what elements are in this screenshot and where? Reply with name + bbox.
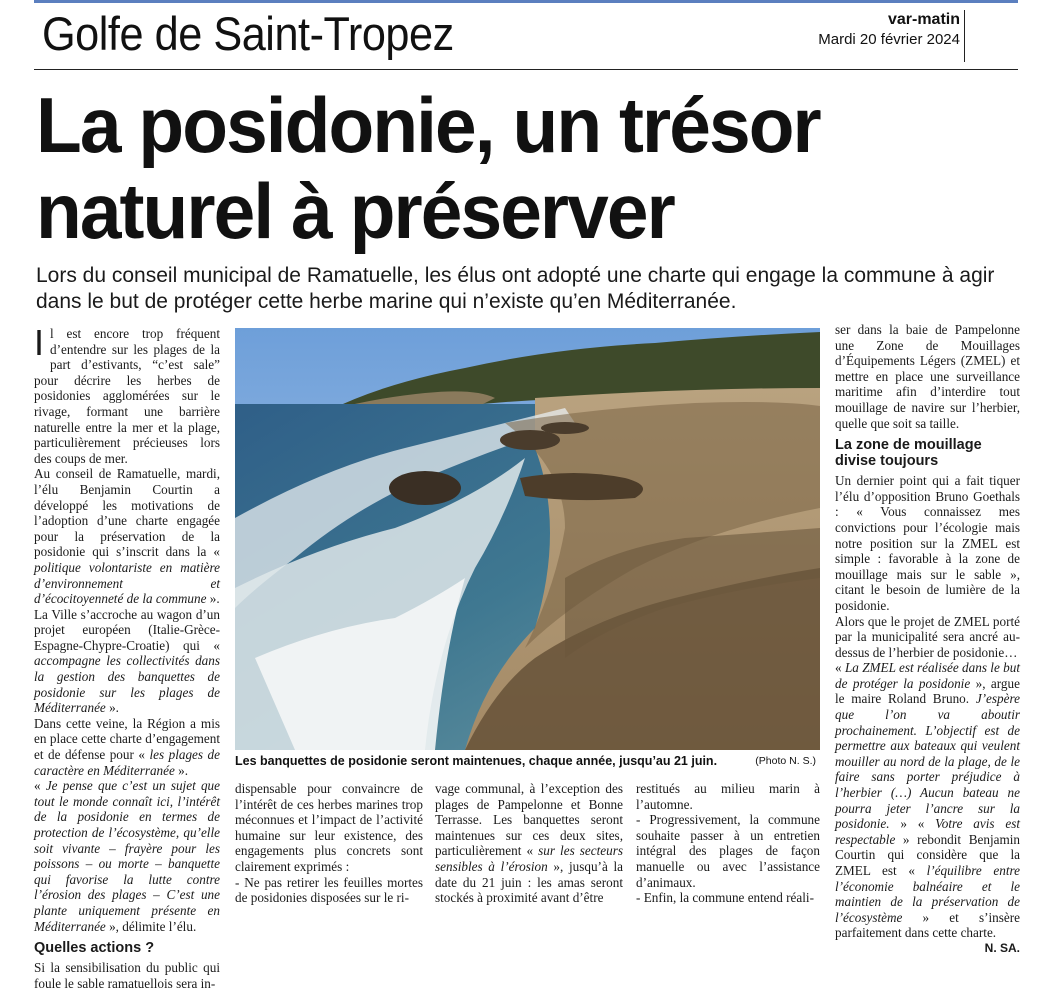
paragraph: - Ne pas retirer les feuilles mortes de posidonies disposées sur le ri- bbox=[235, 874, 423, 906]
paragraph: Dans cette veine, la Région a mis en place cette charte d’engagement et de défense pour « les plages de caractère en Méditerranée ». bbox=[34, 715, 220, 778]
paragraph: restitués au milieu marin à l’automne. bbox=[636, 781, 820, 812]
paragraph: dispensable pour convaincre de l’intérêt de ces herbes marines trop méconnues et l’impact de l’activité humaine sur leur existence, des engagements plus concrets sont clairement exprimés : bbox=[235, 781, 423, 874]
photo-caption bbox=[235, 753, 820, 769]
text-column-3 bbox=[435, 781, 623, 906]
text-column-2 bbox=[235, 781, 423, 906]
photo-credit: (Photo N. S.) bbox=[755, 755, 816, 767]
subheading: La zone de mouillage divise toujours bbox=[835, 437, 982, 470]
headline bbox=[36, 82, 852, 254]
subheading: Quelles actions ? bbox=[34, 940, 155, 957]
quote-paragraph: « Je pense que c’est un sujet que tout le monde connaît ici, l’intérêt de la posidonie en termes de protection de l’écosystème, qu’elle soit vivante – frayère pour les poissons – ou morte – banquette qui favorise la lutte contre l’érosion des plages – C’est une plante uniquement présente en Méditerranée », délimite l’élu. bbox=[34, 778, 220, 934]
caption-text: Les banquettes de posidonie seront maintenues, chaque année, jusqu’au 21 juin. bbox=[235, 754, 718, 768]
masthead-divider bbox=[964, 10, 965, 62]
headline-line-1: La posidonie, un trésor bbox=[36, 81, 820, 169]
text-column-5 bbox=[835, 322, 1020, 957]
masthead bbox=[818, 10, 960, 50]
quote-paragraph: « La ZMEL est réalisée dans le but de protéger la posidonie », argue le maire Roland Bruno. J’espère que l’on va aboutir prochainement. L’objectif est de permettre aux bateaux qui veulent mouiller au nord de la plage, de le faire sans porter préjudice à l’herbier (…) Aucun bateau ne pourra jeter l’ancre sur la posidonie. » « Votre avis est respectable » rebondit Benjamin Courtin qui considère que la ZMEL est « l’équilibre entre l’économie balnéaire et le maintien de la préservation de l’écosystème » et s’insère parfaitement dans cette charte. bbox=[835, 660, 1021, 941]
header-rule bbox=[34, 69, 1018, 70]
author-signature: N. SA. bbox=[984, 940, 1020, 955]
standfirst: Lors du conseil municipal de Ramatuelle, les élus ont adopté une charte qui engage la commune à agir dans le but de protéger cette herbe marine qui n’existe qu’en Méditerranée. bbox=[36, 264, 995, 313]
text-column-1 bbox=[34, 322, 220, 991]
paragraph: Alors que le projet de ZMEL porté par la municipalité sera ancré au-dessus de l’herbier de posidonie… bbox=[835, 613, 1020, 660]
paragraph: Il est encore trop fréquent d’entendre sur les plages de la part d’estivants, “c’est sale” pour décrire les herbes de posidonies agglomérées sur le rivage, formant une barrière naturelle entre la mer et la plage, particulièrement précieuses lors des coups de mer. bbox=[34, 322, 220, 466]
paragraph: Un dernier point qui a fait tiquer l’élu d’opposition Bruno Goethals : « Vous connaissez mes convictions pour l’écologie mais notre position sur la ZMEL est simple : favorable à la zone de mouillage mais sur le sable », citant le besoin de lumière de la posidonie. bbox=[835, 473, 1020, 613]
headline-line-2: naturel à préserver bbox=[36, 167, 674, 255]
paragraph: vage communal, à l’exception des plages de Pampelonne et Bonne Terrasse. Les banquettes seront maintenues sur ces deux sites, particulièrement « sur les secteurs sensibles à l’érosion », jusqu’à la date du 21 juin : les amas seront stockés à proximité avant d’être bbox=[435, 781, 624, 906]
publication-date: Mardi 20 février 2024 bbox=[818, 31, 960, 48]
paragraph: La Ville s’accroche au wagon d’un projet européen (Italie-Grèce-Espagne-Chypre-Croatie) qui « accompagne les collectivités dans la gestion des banquettes de posidonie sur les plages de Méditerranée ». bbox=[34, 606, 220, 716]
top-rule bbox=[34, 0, 1018, 3]
paragraph: - Progressivement, la commune souhaite passer à un entretien intégral des plages de façon manuelle ou avec l’assistance d’animaux. bbox=[636, 812, 820, 890]
paragraph: Si la sensibilisation du public qui foule le sable ramatuellois sera in- bbox=[34, 960, 220, 991]
newspaper-name: var-matin bbox=[887, 11, 960, 28]
text-column-4 bbox=[636, 781, 820, 906]
paragraph: Au conseil de Ramatuelle, mardi, l’élu Benjamin Courtin a développé les motivations de l’adoption d’une charte engagée pour la préservation de la posidonie qui s’inscrit dans la « politique volontariste en matière d’environnement et d’écocitoyenneté de la commune ». bbox=[34, 466, 220, 607]
beach-photo-image bbox=[235, 328, 820, 750]
paragraph: - Enfin, la commune entend réali- bbox=[636, 890, 814, 906]
beach-photo bbox=[235, 328, 820, 750]
section-rubric: Golfe de Saint-Tropez bbox=[42, 7, 454, 60]
paragraph: ser dans la baie de Pampelonne une Zone de Mouillages d’Équipements Légers (ZMEL) et mettre en place une surveillance maritime afin d’interdire tout mouillage de navire sur l’herbier, quelle que soit sa taille. bbox=[835, 322, 1020, 431]
drop-cap: I bbox=[34, 322, 45, 363]
